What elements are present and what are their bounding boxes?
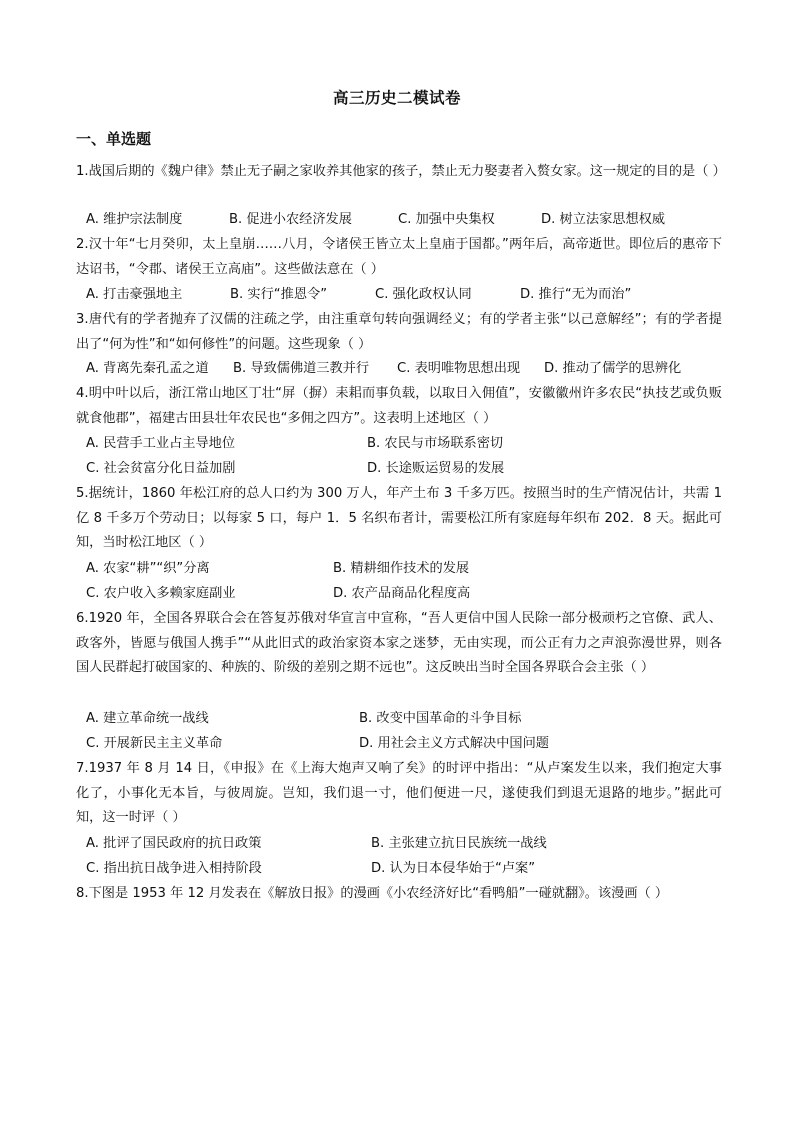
question-6-options-row2 — [86, 732, 726, 756]
option-d[interactable]: D. 认为日本侵华始于“卢案” — [371, 861, 536, 876]
option-c[interactable]: C. 指出抗日战争进入相持阶段 — [86, 861, 262, 876]
option-c[interactable]: C. 表明唯物思想出现 — [397, 361, 521, 376]
option-b[interactable]: B. 促进小农经济发展 — [229, 212, 352, 227]
option-b[interactable]: B. 农民与市场联系密切 — [367, 436, 504, 451]
option-d[interactable]: D. 树立法家思想权威 — [541, 212, 666, 227]
question-1-options — [86, 208, 726, 232]
question-3-stem: 3.唐代有的学者抛弃了汉儒的注疏之学，由注重章句转向强调经义；有的学者主张“以己意解经”；有的学者提出了“何为性”和“如何修性”的问题。这些现象（ ） — [76, 312, 722, 352]
option-b[interactable]: B. 改变中国革命的斗争目标 — [359, 711, 522, 726]
option-c[interactable]: C. 农户收入多赖家庭副业 — [86, 586, 236, 601]
option-d[interactable]: D. 农产品商品化程度高 — [333, 586, 471, 601]
option-b[interactable]: B. 精耕细作技术的发展 — [333, 561, 470, 576]
question-7-options-row2 — [86, 857, 726, 881]
question-4-options-row1 — [86, 432, 726, 456]
question-5-stem: 5.据统计，1860 年松江府的总人口约为 300 万人，年产土布 3 千多万匹。按照当时的生产情况估计，共需 1 亿 8 千多万个劳动日；以每家 5 口，每户 1．5 名织布者计，需要松江所有家庭每年织布 202．8 天。据此可知，当时松江地区（ ） — [76, 486, 722, 550]
option-a[interactable]: A. 批评了国民政府的抗日政策 — [86, 836, 262, 851]
option-d[interactable]: D. 长途贩运贸易的发展 — [367, 461, 505, 476]
option-c[interactable]: C. 社会贫富分化日益加剧 — [86, 461, 236, 476]
option-a[interactable]: A. 打击豪强地主 — [86, 287, 183, 302]
option-c[interactable]: C. 开展新民主主义革命 — [86, 736, 223, 751]
question-4-stem: 4.明中叶以后，浙江常山地区丁壮“屏（摒）耒耜而事负载，以取日入佣值”，安徽徽州许多农民“执技艺或负贩就食他郡”，福建古田县壮年农民也“多佣之四方”。这表明上述地区（ ） — [76, 386, 722, 426]
question-7-options-row1 — [86, 832, 726, 856]
question-7-stem: 7.1937 年 8 月 14 日，《申报》在《上海大炮声又响了矣》的时评中指出：“从卢案发生以来，我们抱定大事化了，小事化无本旨，与彼周旋。岂知，我们退一寸，他们便进一尺，遂使我们到退无退路的地步。”据此可知，这一时评（ ） — [76, 761, 722, 825]
question-3-options — [86, 357, 726, 381]
question-6-options-row1 — [86, 707, 726, 731]
option-d[interactable]: D. 推行“无为而治” — [520, 287, 632, 302]
question-2-options — [86, 283, 726, 307]
question-6-stem: 6.1920 年，全国各界联合会在答复苏俄对华宣言中宣称，“吾人更信中国人民除一部分极顽朽之官僚、武人、政客外，皆愿与俄国人携手”“从此旧式的政治家资本家之迷梦，无由实现，而公正有力之声浪弥漫世界，则各国人民群起打破国家的、种族的、阶级的差别之期不远也”。这反映出当时全国各界联合会主张（ ） — [76, 611, 722, 675]
section-heading: 一、单选题 — [76, 130, 152, 148]
option-a[interactable]: A. 背离先秦孔孟之道 — [86, 361, 209, 376]
option-a[interactable]: A. 维护宗法制度 — [86, 212, 183, 227]
option-b[interactable]: B. 主张建立抗日民族统一战线 — [371, 836, 547, 851]
option-a[interactable]: A. 农家“耕”“织”分离 — [86, 561, 210, 576]
page-title: 高三历史二模试卷 — [332, 89, 461, 107]
question-4-options-row2 — [86, 457, 726, 481]
option-d[interactable]: D. 用社会主义方式解决中国问题 — [359, 736, 549, 751]
option-d[interactable]: D. 推动了儒学的思辨化 — [544, 361, 682, 376]
question-8-stem: 8.下图是 1953 年 12 月发表在《解放日报》的漫画《小农经济好比“看鸭船”一碰就翻》。该漫画（ ） — [76, 886, 669, 901]
question-5-options-row1 — [86, 557, 726, 581]
option-b[interactable]: B. 导致儒佛道三教并行 — [233, 361, 370, 376]
question-5-options-row2 — [86, 582, 726, 606]
option-b[interactable]: B. 实行“推恩令” — [230, 287, 328, 302]
option-a[interactable]: A. 建立革命统一战线 — [86, 711, 209, 726]
question-2-stem: 2.汉十年“七月癸卯，太上皇崩……八月，令诸侯王皆立太上皇庙于国都。”两年后，高帝逝世。即位后的惠帝下达诏书，“令郡、诸侯王立高庙”。这些做法意在（ ） — [76, 237, 722, 277]
option-c[interactable]: C. 加强中央集权 — [398, 212, 495, 227]
option-a[interactable]: A. 民营手工业占主导地位 — [86, 436, 236, 451]
option-c[interactable]: C. 强化政权认同 — [375, 287, 472, 302]
question-1-stem: 1.战国后期的《魏户律》禁止无子嗣之家收养其他家的孩子，禁止无力娶妻者入赘女家。这一规定的目的是（ ） — [76, 164, 726, 179]
